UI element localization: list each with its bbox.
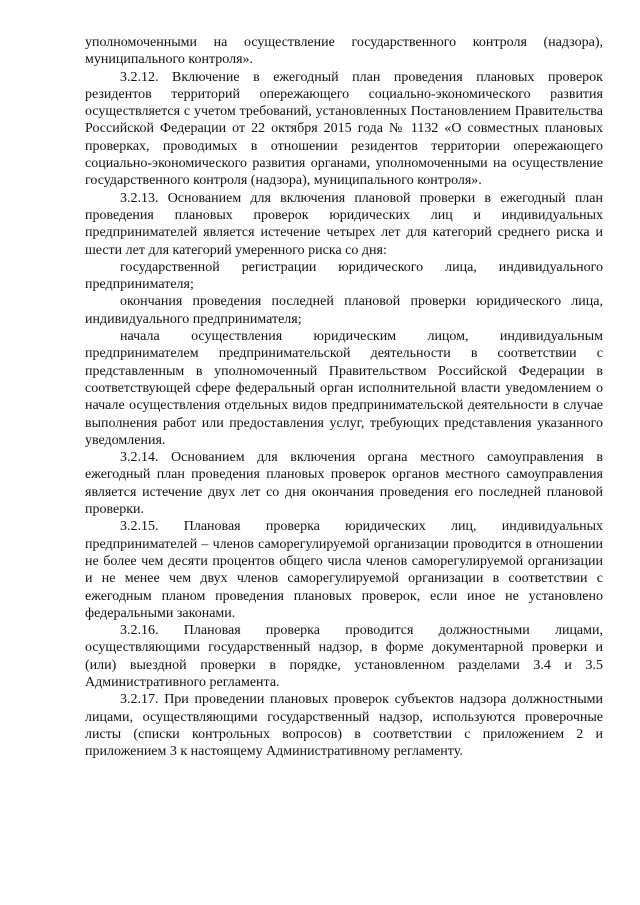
paragraph-3-2-14: 3.2.14. Основанием для включения органа местного самоуправления в ежегодный план проведения плановых проверок органов местного самоуправления является истечение двух лет со дня окончания проведения его последней плановой проверки. — [85, 450, 603, 518]
document-body — [85, 34, 603, 760]
list-item-start-activity: начала осуществления юридическим лицом, индивидуальным предпринимателем предпринимательской деятельности в соответствии с представленным в уполномоченный Правительством Российской Федерации в соответствующей сфере федеральный орган исполнительной власти уведомлением о начале осуществления отдельных видов предпринимательской деятельности в случае выполнения работ или предоставления услуг, требующих представления указанного уведомления. — [85, 329, 603, 448]
paragraph-continuation: уполномоченными на осуществление государственного контроля (надзора), муниципального контроля». — [85, 35, 603, 68]
list-item-last-inspection: окончания проведения последней плановой проверки юридического лица, индивидуального предпринимателя; — [85, 294, 603, 327]
paragraph-3-2-13: 3.2.13. Основанием для включения плановой проверки в ежегодный план проведения плановых проверок юридических лиц и индивидуальных предпринимателей является истечение четырех лет для категорий среднего риска и шести лет для категорий умеренного риска со дня: — [85, 190, 603, 258]
paragraph-3-2-12: 3.2.12. Включение в ежегодный план проведения плановых проверок резидентов территорий опережающего социально-экономического развития осуществляется с учетом требований, установленных Постановлением Правительства Российской Федерации от 22 октября 2015 года № 1132 «О совместных плановых проверках, проводимых в отношении резидентов территории опережающего социально-экономического развития органами, уполномоченными на осуществление государственного контроля (надзора), муниципального контроля». — [85, 69, 603, 189]
paragraph-3-2-15: 3.2.15. Плановая проверка юридических лиц, индивидуальных предпринимателей – членов саморегулируемой организации проводится в отношении не более чем десяти процентов общего числа членов саморегулируемой организации и не менее чем двух членов саморегулируемой организации в соответствии с ежегодным планом проведения плановых проверок, если иное не установлено федеральными законами. — [85, 519, 603, 621]
list-item-registration: государственной регистрации юридического лица, индивидуального предпринимателя; — [85, 259, 603, 293]
paragraph-3-2-17: 3.2.17. При проведении плановых проверок субъектов надзора должностными лицами, осуществляющими государственный надзор, используются проверочные листы (списки контрольных вопросов) в соответствии с приложением 2 и приложением 3 к настоящему Административному регламенту. — [85, 692, 603, 760]
paragraph-3-2-16: 3.2.16. Плановая проверка проводится должностными лицами, осуществляющими государственный надзор, в форме документарной проверки и (или) выездной проверки в порядке, установленном разделами 3.4 и 3.5 Административного регламента. — [85, 623, 603, 690]
